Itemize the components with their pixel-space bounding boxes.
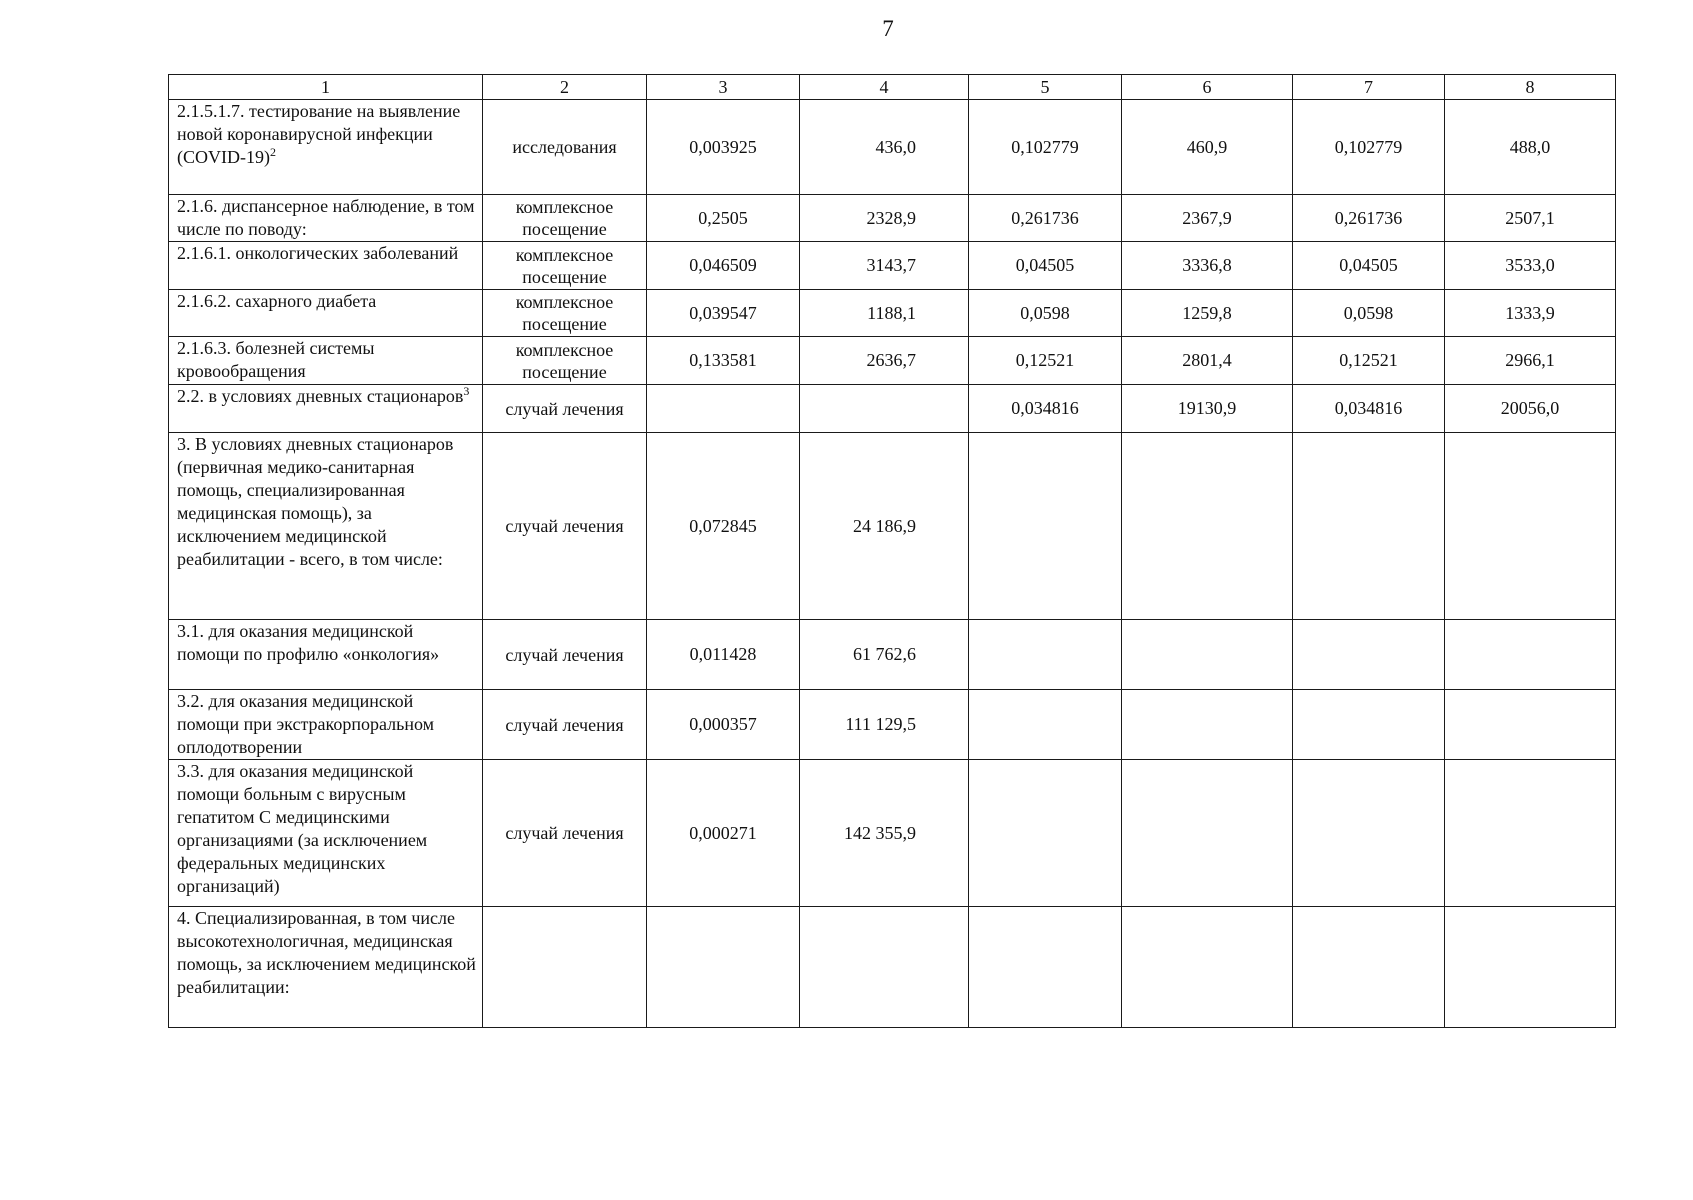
value-cell-col8: 488,0 xyxy=(1445,100,1616,195)
value-cell-col8 xyxy=(1445,690,1616,760)
value-cell-col8 xyxy=(1445,760,1616,907)
value-cell-col6 xyxy=(1122,620,1293,690)
row-name: 2.1.6.3. болезней системы кровообращения xyxy=(177,338,375,381)
value-cell-col7 xyxy=(1293,690,1445,760)
row-unit-cell: комплексное посещение xyxy=(483,290,647,337)
row-unit-cell: случай лечения xyxy=(483,433,647,620)
value-cell-col4: 142 355,9 xyxy=(800,760,969,907)
value-cell-col4: 3143,7 xyxy=(800,242,969,290)
value-cell-col6: 460,9 xyxy=(1122,100,1293,195)
value-cell-col5 xyxy=(969,760,1122,907)
row-name: 3.2. для оказания медицинской помощи при экстракорпоральном оплодотворении xyxy=(177,691,435,757)
value-cell-col8 xyxy=(1445,907,1616,1028)
table-row xyxy=(169,290,1616,337)
row-name-cell xyxy=(169,290,483,337)
value-cell-col7: 0,04505 xyxy=(1293,242,1445,290)
table-body xyxy=(169,75,1616,1028)
value-cell-col4: 61 762,6 xyxy=(800,620,969,690)
row-name-cell xyxy=(169,620,483,690)
value-cell-col8 xyxy=(1445,620,1616,690)
row-unit-cell: случай лечения xyxy=(483,760,647,907)
value-cell-col6: 19130,9 xyxy=(1122,385,1293,433)
row-name: 2.1.6.1. онкологических заболеваний xyxy=(177,243,459,263)
row-unit-cell: случай лечения xyxy=(483,690,647,760)
value-cell-col4: 111 129,5 xyxy=(800,690,969,760)
value-cell-col3: 0,039547 xyxy=(647,290,800,337)
value-cell-col3: 0,046509 xyxy=(647,242,800,290)
value-cell-col4: 2328,9 xyxy=(800,195,969,242)
value-cell-col4: 436,0 xyxy=(800,100,969,195)
row-name: 2.1.6.2. сахарного диабета xyxy=(177,291,377,311)
header-cell: 6 xyxy=(1122,75,1293,100)
data-table xyxy=(168,74,1616,1028)
table-header-row xyxy=(169,75,1616,100)
value-cell-col6: 2801,4 xyxy=(1122,337,1293,385)
row-unit-cell: исследования xyxy=(483,100,647,195)
value-cell-col4 xyxy=(800,385,969,433)
value-cell-col7: 0,0598 xyxy=(1293,290,1445,337)
footnote-marker: 3 xyxy=(463,384,470,398)
value-cell-col7 xyxy=(1293,620,1445,690)
value-cell-col7 xyxy=(1293,433,1445,620)
value-cell-col3: 0,000271 xyxy=(647,760,800,907)
row-unit-cell: случай лечения xyxy=(483,620,647,690)
value-cell-col5 xyxy=(969,620,1122,690)
value-cell-col3 xyxy=(647,907,800,1028)
row-unit-cell xyxy=(483,907,647,1028)
header-cell: 2 xyxy=(483,75,647,100)
row-unit-cell: комплексное посещение xyxy=(483,195,647,242)
value-cell-col5: 0,102779 xyxy=(969,100,1122,195)
value-cell-col6: 3336,8 xyxy=(1122,242,1293,290)
row-name-cell xyxy=(169,242,483,290)
value-cell-col8: 2507,1 xyxy=(1445,195,1616,242)
table-row xyxy=(169,195,1616,242)
value-cell-col8: 2966,1 xyxy=(1445,337,1616,385)
row-name: 3.3. для оказания медицинской помощи больным с вирусным гепатитом С медицинскими организациями (за исключением федеральных медицинских организаций) xyxy=(177,761,428,896)
table-row xyxy=(169,433,1616,620)
value-cell-col5 xyxy=(969,433,1122,620)
row-name: 2.1.6. диспансерное наблюдение, в том числе по поводу: xyxy=(177,196,475,239)
value-cell-col4: 2636,7 xyxy=(800,337,969,385)
value-cell-col7 xyxy=(1293,907,1445,1028)
value-cell-col6: 1259,8 xyxy=(1122,290,1293,337)
row-name-cell xyxy=(169,760,483,907)
row-name-cell xyxy=(169,195,483,242)
value-cell-col7 xyxy=(1293,760,1445,907)
value-cell-col6: 2367,9 xyxy=(1122,195,1293,242)
row-name-cell xyxy=(169,100,483,195)
value-cell-col6 xyxy=(1122,690,1293,760)
value-cell-col3 xyxy=(647,385,800,433)
table-row xyxy=(169,620,1616,690)
row-name: 2.1.5.1.7. тестирование на выявление новой коронавирусной инфекции (COVID-19) xyxy=(177,101,461,167)
row-name: 2.2. в условиях дневных стационаров xyxy=(177,386,464,406)
value-cell-col3: 0,011428 xyxy=(647,620,800,690)
value-cell-col4: 1188,1 xyxy=(800,290,969,337)
value-cell-col7: 0,12521 xyxy=(1293,337,1445,385)
footnote-marker: 2 xyxy=(269,145,276,159)
value-cell-col6 xyxy=(1122,760,1293,907)
header-cell: 1 xyxy=(169,75,483,100)
row-name: 3.1. для оказания медицинской помощи по профилю «онкология» xyxy=(177,621,440,664)
value-cell-col4 xyxy=(800,907,969,1028)
value-cell-col5 xyxy=(969,907,1122,1028)
value-cell-col6 xyxy=(1122,433,1293,620)
value-cell-col8 xyxy=(1445,433,1616,620)
value-cell-col5 xyxy=(969,690,1122,760)
value-cell-col7: 0,034816 xyxy=(1293,385,1445,433)
value-cell-col5: 0,034816 xyxy=(969,385,1122,433)
value-cell-col3: 0,2505 xyxy=(647,195,800,242)
row-name: 3. В условиях дневных стационаров (первичная медико-санитарная помощь, специализированная медицинская помощь), за исключением медицинской реабилитации - всего, в том числе: xyxy=(177,434,454,569)
value-cell-col8: 1333,9 xyxy=(1445,290,1616,337)
row-name-cell xyxy=(169,337,483,385)
value-cell-col3: 0,133581 xyxy=(647,337,800,385)
value-cell-col7: 0,102779 xyxy=(1293,100,1445,195)
value-cell-col8: 20056,0 xyxy=(1445,385,1616,433)
header-cell: 3 xyxy=(647,75,800,100)
value-cell-col3: 0,072845 xyxy=(647,433,800,620)
value-cell-col5: 0,0598 xyxy=(969,290,1122,337)
table-row xyxy=(169,760,1616,907)
page-number: 7 xyxy=(882,16,894,41)
header-cell: 8 xyxy=(1445,75,1616,100)
row-name-cell xyxy=(169,907,483,1028)
row-unit-cell: комплексное посещение xyxy=(483,337,647,385)
value-cell-col3: 0,003925 xyxy=(647,100,800,195)
value-cell-col7: 0,261736 xyxy=(1293,195,1445,242)
table-row xyxy=(169,337,1616,385)
value-cell-col5: 0,261736 xyxy=(969,195,1122,242)
row-name-cell xyxy=(169,690,483,760)
table-row xyxy=(169,385,1616,433)
row-unit-cell: случай лечения xyxy=(483,385,647,433)
value-cell-col6 xyxy=(1122,907,1293,1028)
table-row xyxy=(169,100,1616,195)
table-row xyxy=(169,907,1616,1028)
header-cell: 7 xyxy=(1293,75,1445,100)
value-cell-col3: 0,000357 xyxy=(647,690,800,760)
row-unit-cell: комплексное посещение xyxy=(483,242,647,290)
header-cell: 5 xyxy=(969,75,1122,100)
row-name-cell xyxy=(169,433,483,620)
table-row xyxy=(169,242,1616,290)
value-cell-col8: 3533,0 xyxy=(1445,242,1616,290)
table-row xyxy=(169,690,1616,760)
row-name: 4. Специализированная, в том числе высокотехнологичная, медицинская помощь, за исключением медицинской реабилитации: xyxy=(177,908,476,997)
value-cell-col4: 24 186,9 xyxy=(800,433,969,620)
header-cell: 4 xyxy=(800,75,969,100)
value-cell-col5: 0,12521 xyxy=(969,337,1122,385)
value-cell-col5: 0,04505 xyxy=(969,242,1122,290)
row-name-cell xyxy=(169,385,483,433)
